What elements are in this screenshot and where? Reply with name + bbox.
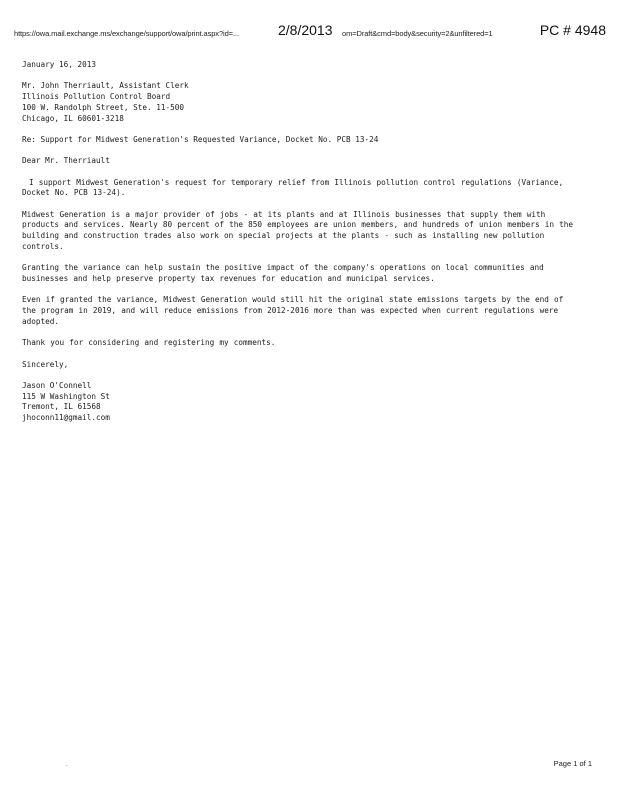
signature-line: 115 W Washington St <box>22 391 110 401</box>
fax-header <box>14 22 606 46</box>
signature-line: jhoconn11@gmail.com <box>22 413 110 423</box>
recipient-line: Mr. John Therriault, Assistant Clerk <box>22 81 189 91</box>
body-paragraph: Midwest Generation is a major provider of jobs - at its plants and at Illinois businesses that supply them with products and services. Nearly 80 percent of the 850 employees are union members, and hundreds of union members in the building and construction trades also work on special projects at the plants - such as installing new pollution controls. <box>22 209 574 251</box>
body-paragraph: I support Midwest Generation's request for temporary relief from Illinois pollution control regulations (Variance, Docket No. PCB 13-24). <box>22 177 564 198</box>
recipient-address <box>22 81 582 124</box>
letter-date: January 16, 2013 <box>22 60 97 69</box>
footer-mark: . <box>66 762 68 768</box>
letter-body <box>22 60 582 434</box>
signature-line: Jason O'Connell <box>22 380 92 390</box>
subject-line: Re: Support for Midwest Generation's Requested Variance, Docket No. PCB 13-24 <box>22 134 379 144</box>
fax-date-stamp: 2/8/2013 <box>278 22 333 38</box>
print-url-right: om=Draft&cmd=body&security=2&unfiltered=1 <box>342 29 493 38</box>
public-comment-number: PC # 4948 <box>539 22 606 38</box>
salutation: Dear Mr. Therriault <box>22 156 110 166</box>
recipient-line: Chicago, IL 60601-3218 <box>22 113 124 123</box>
body-paragraph: Thank you for considering and registering my comments. <box>22 338 276 348</box>
recipient-line: Illinois Pollution Control Board <box>22 92 171 102</box>
print-url-left: https://owa.mail.exchange.ms/exchange/support/owa/print.aspx?id=... <box>14 29 239 38</box>
page-number: Page 1 of 1 <box>553 759 592 768</box>
closing: Sincerely, <box>22 359 69 369</box>
signature-block <box>22 381 582 424</box>
body-paragraph: Granting the variance can help sustain the positive impact of the company's operations on local communities and businesses and help preserve property tax revenues for education and municipal services. <box>22 263 544 283</box>
body-paragraph: Even if granted the variance, Midwest Generation would still hit the original state emissions targets by the end of the program in 2019, and will reduce emissions from 2012-2016 more than was expected when current regulations were adopted. <box>22 295 564 326</box>
recipient-line: 100 W. Randolph Street, Ste. 11-500 <box>22 102 184 112</box>
signature-line: Tremont, IL 61568 <box>22 402 101 412</box>
